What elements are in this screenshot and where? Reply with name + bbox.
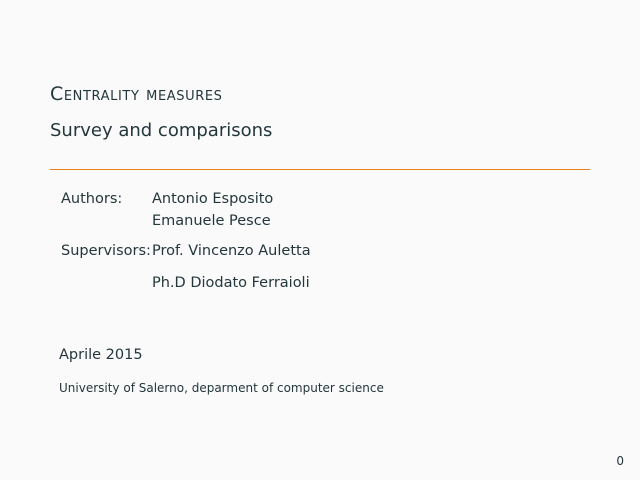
slide-subtitle: Survey and comparisons xyxy=(50,120,273,141)
slide-title: Centrality measures xyxy=(50,83,223,105)
supervisor-name: Prof. Vincenzo Auletta xyxy=(152,243,311,259)
page-number: 0 xyxy=(616,454,624,468)
institute: University of Salerno, deparment of computer science xyxy=(59,381,384,395)
author-name: Emanuele Pesce xyxy=(152,213,271,229)
author-name: Antonio Esposito xyxy=(152,191,274,207)
authors-label: Authors: xyxy=(61,191,123,207)
supervisor-name: Ph.D Diodato Ferraioli xyxy=(152,275,310,291)
title-separator-rule xyxy=(50,169,590,170)
presentation-date: Aprile 2015 xyxy=(59,347,143,363)
supervisors-label: Supervisors: xyxy=(61,243,151,259)
